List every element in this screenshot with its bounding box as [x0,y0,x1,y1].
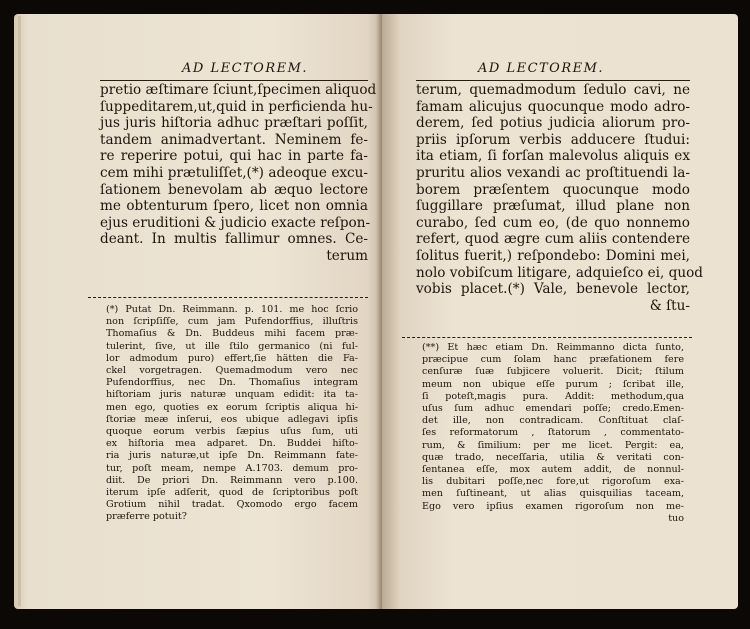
text-line: refert, quod ægre cum aliis contendere [416,231,690,248]
text-line: ſi poteſt,magis pura. Addit: methodum,qua [422,390,684,402]
text-line: ſentanea eſſe, mox autem addit, de nonnul- [422,464,684,476]
text-line: borem præſentem quocunque modo [416,181,690,198]
text-line: rum, & ſimilium: per me licet. Pergit: ea, [422,439,684,451]
text-line: pruritu alios vexandi ac proſtituendi la- [416,164,690,181]
text-line: ita etiam, ſi forſan malevolus aliquis ex [416,148,690,165]
text-line: lis dubitari poſſe,nec fore,ut rigoroſum exa- [422,476,684,488]
text-line: Thomaſius & Dn. Buddeus mihi facem præ- [106,328,358,340]
text-line: ſolitus fuerit,) reſpondebo: Domini mei, [416,247,690,264]
text-line: vobis placet.(*) Vale, benevole lector, [416,281,690,298]
text-line: quoque eorum verbis ſæpius uſus ſum, uti [106,426,358,438]
footnote-right [422,342,684,525]
text-line: diit. De priori Dn. Reimmann vero p.100. [106,474,358,486]
text-line: Pufendorffius, nec Dn. Thomaſius integram [106,377,358,389]
text-line: ſes reformatorum , ſtatorum , commentato- [422,427,684,439]
open-book [14,14,742,614]
text-line: ex hiſtoria mea adparet. Dn. Buddei hiſto- [106,438,358,450]
body-text-right [416,82,703,314]
text-line: (**) Et hæc etiam Dn. Reimmanno dicta ſunto, [422,342,684,353]
running-header-right: AD LECTOREM. [478,61,605,76]
text-line: ria juris naturæ,ut ipſe Dn. Reimmann fate- [106,450,358,462]
text-line: meum non ubique eſſe purum ; ſcribat ille, [422,378,684,390]
text-line: tandem animadvertant. Neminem fe- [100,131,368,148]
text-line: hiſtoriam juris naturæ unquam edidit: ita ta- [106,389,358,401]
text-line: præcipue cum ſolam hanc præfationem fere [422,354,684,366]
text-line: (*) Putat Dn. Reimmann. p. 101. me hoc ſcrio [106,304,358,315]
text-line: quæ trado, neceſſaria, utilia & veritati con- [422,451,684,463]
text-line: pretio æſtimare ſciunt,ſpecimen aliquod [100,82,377,98]
text-line: cenſuræ ſuæ ſubjicere voluerit. Dicit; ſtilum [422,366,684,378]
text-line: ſuppeditarem,ut,quid in perficienda hu- [100,98,373,115]
text-line: tuo [668,512,684,524]
footnote-separator-left [88,297,368,298]
header-rule-right [416,80,690,81]
text-line: jus juris hiſtoria adhuc præſtari poſſit, [100,115,368,132]
footnote-separator-right [402,337,692,338]
text-line: nolo vobiſcum litigare, adquieſco ei, quod [416,264,703,281]
text-line: re reperire potui, qui hac in parte fa- [100,148,368,165]
text-line: priis ipſorum verbis adducere ſtudui: [416,131,690,148]
text-line: ſtoriæ meæ inſerui, eos ubique adlegavi ipſis [106,413,358,425]
text-line: ejus eruditioni & judicio exacte reſpon- [100,214,371,231]
text-line: Ego vero ipſius examen rigoroſum non me- [422,500,684,512]
text-line: ſationem benevolam ab æquo lectore [100,181,368,198]
text-line: deant. In multis fallimur omnes. Ce- [100,231,368,248]
text-line: tulerint, ſive, ut ille ſtilo germanico (ni ful- [106,340,358,352]
body-text-left [100,82,377,265]
right-page [382,14,738,609]
text-line: lor admodum puro) effert,ſie hätten die Fa- [106,352,358,364]
header-rule-left [100,80,368,81]
text-line: curabo, ſed cum eo, (de quo nonnemo [416,214,690,231]
text-line: ſuggillare præſumat, illud plane non [416,198,690,215]
text-line: cem mihi prætuliſſet,(*) adeoque excu- [100,164,368,181]
text-line: famam alicujus quocunque modo adro- [416,98,690,115]
text-line: det ille, non contradicam. Conſtituat claſ- [422,415,684,427]
text-line: me obtenturum ſpero, licet non omnia [100,198,368,215]
text-line: iterum ipſe adſerit, quod de ſcriptoribus poſt [106,487,358,499]
text-line: præferre potuit? [106,511,187,523]
text-line: ckel vorgetragen. Quemadmodum vero nec [106,365,358,377]
text-line: men ſuſtineant, ut alias quisquilias taceam, [422,488,684,500]
running-header-left: AD LECTOREM. [182,61,309,76]
left-page [14,14,382,609]
text-line: uſus ſum adhuc emendari poſſe; credo.Emen- [422,403,684,415]
footnote-left [106,304,358,524]
text-line: terum [326,247,368,264]
text-line: & ſtu- [649,297,690,314]
text-line: non ſcripſiſſe, cum jam Pufendorffius, illuſtris [106,316,358,328]
text-line: tur, poſt meam, nempe A.1703. demum pro- [106,462,358,474]
page-edges [18,16,21,606]
text-line: terum, quemadmodum ſedulo cavi, ne [416,82,690,98]
text-line: men ego, quoties ex eorum ſcriptis aliqua hi- [106,401,358,413]
text-line: Grotium nihil tradat. Qxomodo ergo facem [106,499,358,511]
text-line: derem, ſed potius judicia aliorum pro- [416,115,690,132]
